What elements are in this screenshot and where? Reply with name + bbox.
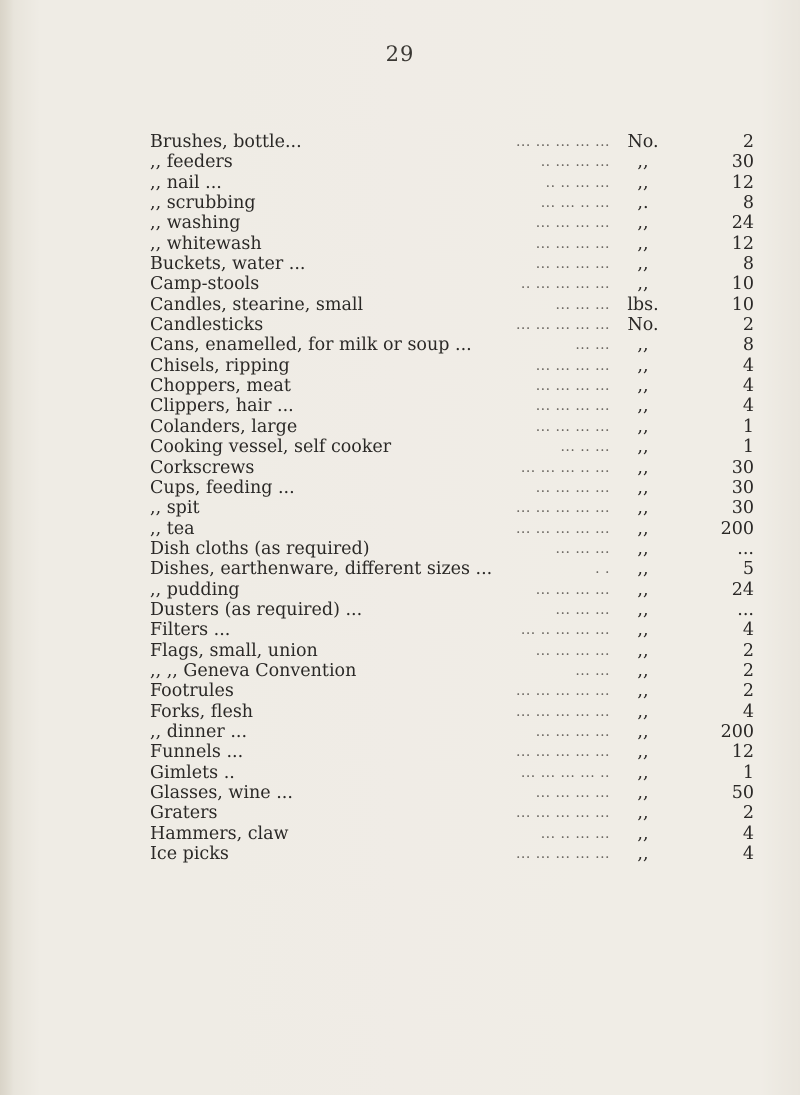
inventory-list xyxy=(0,132,800,864)
dot-leader: ... ... ... ... xyxy=(535,642,610,659)
inventory-row xyxy=(0,193,800,213)
item-name: Candles, stearine, small xyxy=(150,294,364,315)
item-name: ,, feeders xyxy=(150,152,233,173)
unit: ,, xyxy=(637,660,649,681)
unit: ,, xyxy=(637,376,649,397)
inventory-row xyxy=(0,295,800,315)
dot-leader: ... ... ... ... xyxy=(535,581,610,598)
unit: No. xyxy=(627,315,659,336)
unit: ,, xyxy=(637,437,649,458)
inventory-row xyxy=(0,844,800,864)
unit: ,, xyxy=(637,803,649,824)
quantity: 30 xyxy=(731,152,754,173)
inventory-row xyxy=(0,132,800,152)
dot-leader: ... ... ... ... xyxy=(535,256,610,273)
inventory-row xyxy=(0,539,800,559)
unit: ,, xyxy=(637,620,649,641)
inventory-row xyxy=(0,702,800,722)
quantity: 2 xyxy=(742,660,754,681)
unit: ,, xyxy=(637,233,649,254)
dot-leader: ... ... ... ... xyxy=(535,235,610,252)
quantity: 2 xyxy=(742,315,754,336)
quantity: 4 xyxy=(742,376,754,397)
dot-leader: ... ... ... xyxy=(555,601,610,618)
unit: ,, xyxy=(637,823,649,844)
quantity: 2 xyxy=(742,640,754,661)
item-name: Camp-stools xyxy=(150,274,260,295)
dot-leader: ... ... ... ... xyxy=(535,357,610,374)
unit: ,, xyxy=(637,274,649,295)
quantity: 30 xyxy=(731,457,754,478)
inventory-row xyxy=(0,152,800,172)
inventory-row xyxy=(0,661,800,681)
inventory-row xyxy=(0,742,800,762)
unit: ,, xyxy=(637,498,649,519)
dot-leader: ... .. ... ... ... xyxy=(520,622,610,639)
inventory-row xyxy=(0,335,800,355)
unit: ,, xyxy=(637,681,649,702)
item-name: Flags, small, union xyxy=(150,640,318,661)
inventory-row xyxy=(0,559,800,579)
quantity: 5 xyxy=(742,559,754,580)
unit: ,, xyxy=(637,559,649,580)
dot-leader: ... ... ... ... ... xyxy=(515,846,610,863)
inventory-row xyxy=(0,478,800,498)
unit: ,, xyxy=(637,701,649,722)
quantity: 10 xyxy=(731,274,754,295)
quantity: 4 xyxy=(742,396,754,417)
item-name: ,, spit xyxy=(150,498,200,519)
quantity: 1 xyxy=(742,437,754,458)
inventory-row xyxy=(0,803,800,823)
item-name: ,, scrubbing xyxy=(150,193,256,214)
inventory-row xyxy=(0,722,800,742)
item-name: Filters ... xyxy=(150,620,231,641)
quantity: 12 xyxy=(731,172,754,193)
dot-leader: ... ... ... ... ... xyxy=(515,744,610,761)
item-name: Cooking vessel, self cooker xyxy=(150,437,392,458)
inventory-row xyxy=(0,763,800,783)
item-name: Forks, flesh xyxy=(150,701,254,722)
dot-leader: ... ... ... ... xyxy=(535,398,610,415)
inventory-row xyxy=(0,213,800,233)
dot-leader: ... ... ... ... ... xyxy=(515,134,610,150)
quantity: 2 xyxy=(742,803,754,824)
quantity: 30 xyxy=(731,477,754,498)
unit: ,, xyxy=(637,721,649,742)
quantity: 8 xyxy=(742,193,754,214)
quantity: 1 xyxy=(742,416,754,437)
dot-leader: ... ... ... xyxy=(555,296,610,313)
unit: ,, xyxy=(637,152,649,173)
dot-leader: ... ... ... ... xyxy=(535,378,610,395)
dot-leader: ... ... ... ... ... xyxy=(515,683,610,700)
unit: ,, xyxy=(637,538,649,559)
unit: ,, xyxy=(637,762,649,783)
quantity: 12 xyxy=(731,233,754,254)
dot-leader: .. ... ... ... xyxy=(540,154,610,171)
dot-leader: ... ... ... ... ... xyxy=(515,805,610,822)
item-name: ,, dinner ... xyxy=(150,721,248,742)
quantity: ... xyxy=(737,538,754,559)
inventory-row xyxy=(0,498,800,518)
quantity: 4 xyxy=(742,844,754,865)
quantity: 200 xyxy=(720,721,754,742)
unit: ,, xyxy=(637,599,649,620)
dot-leader: ... ... ... ... .. xyxy=(520,764,610,781)
quantity: 4 xyxy=(742,701,754,722)
item-name: Glasses, wine ... xyxy=(150,783,293,803)
quantity: 8 xyxy=(742,335,754,356)
dot-leader: ... ... ... ... xyxy=(535,418,610,435)
dot-leader: . . xyxy=(595,561,610,578)
item-name: Footrules xyxy=(150,681,234,702)
dot-leader: ... ... ... ... ... xyxy=(515,500,610,517)
item-name: Hammers, claw xyxy=(150,823,289,844)
item-name: Chisels, ripping xyxy=(150,355,290,376)
unit: ,, xyxy=(637,783,649,803)
inventory-row xyxy=(0,234,800,254)
quantity: 1 xyxy=(742,762,754,783)
item-name: Candlesticks xyxy=(150,315,264,336)
inventory-row xyxy=(0,620,800,640)
unit: lbs. xyxy=(627,294,659,315)
inventory-row xyxy=(0,274,800,294)
item-name: Brushes, bottle... xyxy=(150,132,302,152)
item-name: Funnels ... xyxy=(150,742,244,763)
inventory-row xyxy=(0,600,800,620)
dot-leader: ... .. ... ... xyxy=(540,825,610,842)
unit: ,, xyxy=(637,742,649,763)
inventory-row xyxy=(0,396,800,416)
quantity: 4 xyxy=(742,355,754,376)
dot-leader: ... ... ... ... ... xyxy=(515,520,610,537)
item-name: ,, nail ... xyxy=(150,172,222,193)
unit: ,, xyxy=(637,844,649,865)
unit: ,, xyxy=(637,396,649,417)
dot-leader: ... ... ... ... ... xyxy=(515,703,610,720)
quantity: 10 xyxy=(731,294,754,315)
inventory-row xyxy=(0,315,800,335)
dot-leader: ... ... ... ... ... xyxy=(515,317,610,334)
inventory-row xyxy=(0,376,800,396)
dot-leader: ... ... xyxy=(575,662,610,679)
item-name: ,, whitewash xyxy=(150,233,262,254)
item-name: Dish cloths (as required) xyxy=(150,538,370,559)
inventory-row xyxy=(0,254,800,274)
unit: ,, xyxy=(637,518,649,539)
unit: ,, xyxy=(637,457,649,478)
item-name: Clippers, hair ... xyxy=(150,396,294,417)
item-name: ,, ,, Geneva Convention xyxy=(150,660,357,681)
quantity: 12 xyxy=(731,742,754,763)
inventory-row xyxy=(0,173,800,193)
item-name: Cans, enamelled, for milk or soup ... xyxy=(150,335,472,356)
item-name: Corkscrews xyxy=(150,457,255,478)
inventory-row xyxy=(0,458,800,478)
quantity: ... xyxy=(737,599,754,620)
item-name: ,, pudding xyxy=(150,579,240,600)
quantity: 4 xyxy=(742,620,754,641)
item-name: ,, washing xyxy=(150,213,241,234)
unit: No. xyxy=(627,132,659,152)
quantity: 24 xyxy=(731,213,754,234)
inventory-row xyxy=(0,681,800,701)
unit: ,, xyxy=(637,477,649,498)
dot-leader: ... ... ... xyxy=(555,540,610,557)
item-name: Buckets, water ... xyxy=(150,254,306,275)
inventory-row xyxy=(0,356,800,376)
dot-leader: ... ... xyxy=(575,337,610,354)
unit: ,, xyxy=(637,172,649,193)
unit: ,, xyxy=(637,579,649,600)
dot-leader: ... ... ... ... xyxy=(535,723,610,740)
quantity: 8 xyxy=(742,254,754,275)
unit: ,, xyxy=(637,640,649,661)
item-name: Cups, feeding ... xyxy=(150,477,295,498)
quantity: 2 xyxy=(742,681,754,702)
unit: ,, xyxy=(637,416,649,437)
dot-leader: ... ... .. ... xyxy=(540,195,610,212)
quantity: 200 xyxy=(720,518,754,539)
dot-leader: ... ... ... ... xyxy=(535,215,610,232)
dot-leader: ... ... ... ... xyxy=(535,479,610,496)
inventory-row xyxy=(0,437,800,457)
item-name: ,, tea xyxy=(150,518,195,539)
item-name: Dusters (as required) ... xyxy=(150,599,363,620)
inventory-row xyxy=(0,580,800,600)
unit: ,, xyxy=(637,213,649,234)
quantity: 4 xyxy=(742,823,754,844)
item-name: Ice picks xyxy=(150,844,229,865)
dot-leader: .. .. ... ... xyxy=(545,174,610,191)
inventory-row xyxy=(0,417,800,437)
inventory-row xyxy=(0,641,800,661)
item-name: Dishes, earthenware, different sizes ... xyxy=(150,559,493,580)
inventory-row xyxy=(0,783,800,803)
item-name: Gimlets .. xyxy=(150,762,235,783)
dot-leader: ... ... ... ... xyxy=(535,785,610,801)
page-number: 29 xyxy=(385,42,415,66)
inventory-row xyxy=(0,519,800,539)
item-name: Colanders, large xyxy=(150,416,298,437)
item-name: Choppers, meat xyxy=(150,376,291,397)
quantity: 30 xyxy=(731,498,754,519)
item-name: Graters xyxy=(150,803,218,824)
unit: ,, xyxy=(637,355,649,376)
unit: ,, xyxy=(637,335,649,356)
quantity: 50 xyxy=(731,783,754,803)
unit: ,, xyxy=(637,254,649,275)
dot-leader: .. ... ... ... ... xyxy=(520,276,610,293)
dot-leader: ... .. ... xyxy=(560,439,610,456)
unit: ,. xyxy=(637,193,649,214)
inventory-row xyxy=(0,824,800,844)
quantity: 24 xyxy=(731,579,754,600)
quantity: 2 xyxy=(742,132,754,152)
dot-leader: ... ... ... .. ... xyxy=(520,459,610,476)
